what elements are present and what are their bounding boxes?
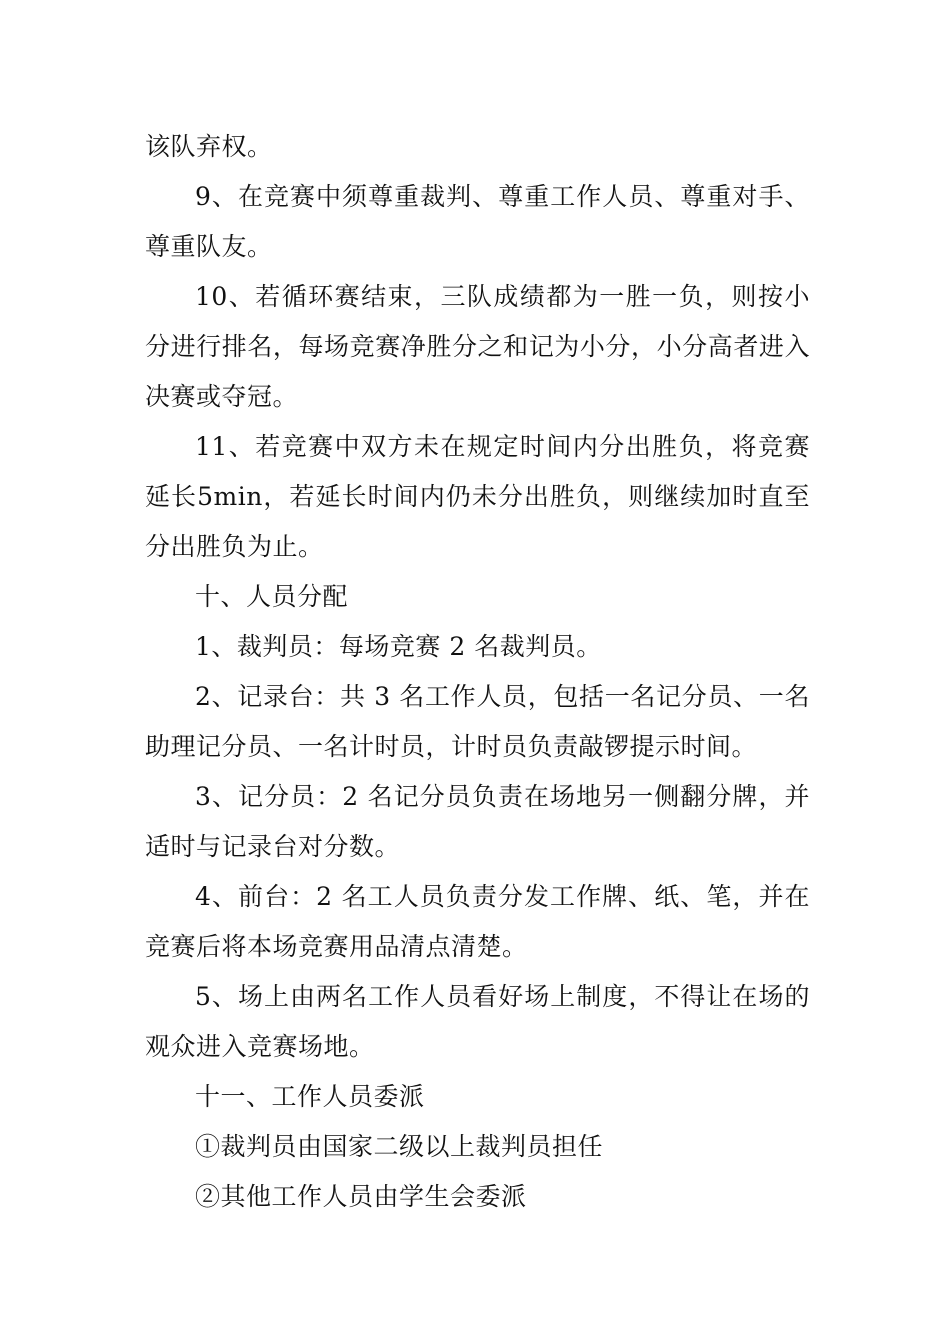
paragraph-appointment-2: ②其他工作人员由学生会委派 — [195, 1182, 527, 1211]
paragraph-staff-4: 4、前台：2 名工人员负责分发工作牌、纸、笔，并在竞赛后将本场竞赛用品清点清楚。 — [145, 882, 810, 961]
paragraph-forfeit-end: 该队弃权。 — [145, 132, 273, 161]
paragraph-staff-3: 3、记分员：2 名记分员负责在场地另一侧翻分牌，并适时与记录台对分数。 — [145, 782, 810, 861]
section-heading-staffing: 十、人员分配 — [195, 582, 349, 611]
paragraph-staff-1: 1、裁判员：每场竞赛 2 名裁判员。 — [195, 632, 602, 661]
paragraph-appointment-1: ①裁判员由国家二级以上裁判员担任 — [195, 1132, 604, 1161]
document-body — [145, 122, 810, 1222]
paragraph-staff-5: 5、场上由两名工作人员看好场上制度，不得让在场的观众进入竞赛场地。 — [145, 982, 810, 1061]
paragraph-staff-2: 2、记录台：共 3 名工作人员，包括一名记分员、一名助理记分员、一名计时员，计时员负责敲锣提示时间。 — [145, 682, 810, 761]
paragraph-rule-9: 9、在竞赛中须尊重裁判、尊重工作人员、尊重对手、尊重队友。 — [145, 182, 810, 261]
paragraph-rule-11: 11、若竞赛中双方未在规定时间内分出胜负，将竞赛延长5min，若延长时间内仍未分出胜负，则继续加时直至分出胜负为止。 — [145, 432, 810, 561]
section-heading-appointment: 十一、工作人员委派 — [195, 1082, 425, 1111]
paragraph-rule-10: 10、若循环赛结束，三队成绩都为一胜一负，则按小分进行排名，每场竞赛净胜分之和记为小分，小分高者进入决赛或夺冠。 — [145, 282, 810, 411]
